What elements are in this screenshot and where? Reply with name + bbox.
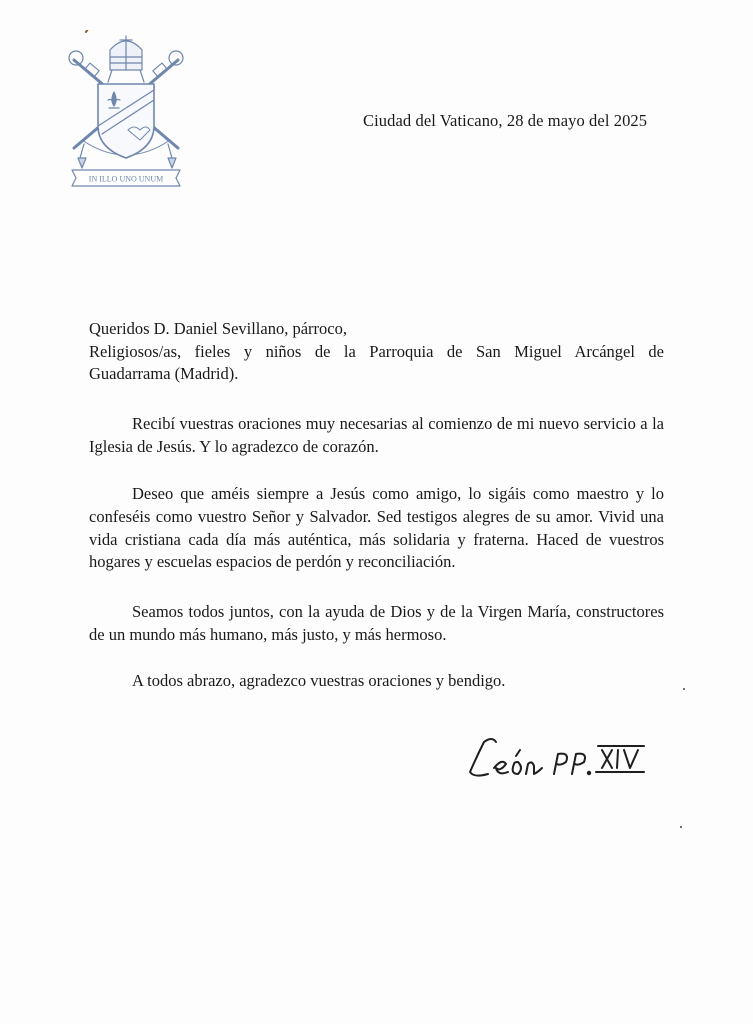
papal-coat-of-arms [62,30,190,192]
salutation-line-3: Guadarrama (Madrid). [89,364,239,383]
salutation [89,318,664,386]
motto-text: IN ILLO UNO UNUM [88,174,164,184]
paper-speck [680,826,682,828]
salutation-line-1: Queridos D. Daniel Sevillano, párroco, [89,319,347,338]
body-paragraph-4: A todos abrazo, agradezco vuestras oraciones y bendigo. [132,671,506,690]
body-paragraph-3: Seamos todos juntos, con la ayuda de Dios y de la Virgen María, constructores de un mundo más humano, más justo, y más hermoso. [89,602,664,644]
salutation-line-2: Religiosos/as, fieles y niños de la Parroquia de San Miguel Arcángel de [89,341,664,361]
paper-speck [683,688,685,690]
handwritten-signature [462,728,662,788]
body-paragraph-2: Deseo que améis siempre a Jesús como amigo, lo sigáis como maestro y lo confeséis como vuestro Señor y Salvador. Sed testigos alegres de su amor. Vivid una vida cristiana cada día más auténtica, más solidaria y fraterna. Haced de vuestros hogares y escuelas espacios de perdón y reconciliación. [89,484,664,572]
body-paragraph-1: Recibí vuestras oraciones muy necesarias al comienzo de mi nuevo servicio a la Iglesia de Jesús. Y lo agradezco de corazón. [89,414,664,456]
letter-date: Ciudad del Vaticano, 28 de mayo del 2025 [363,111,648,130]
